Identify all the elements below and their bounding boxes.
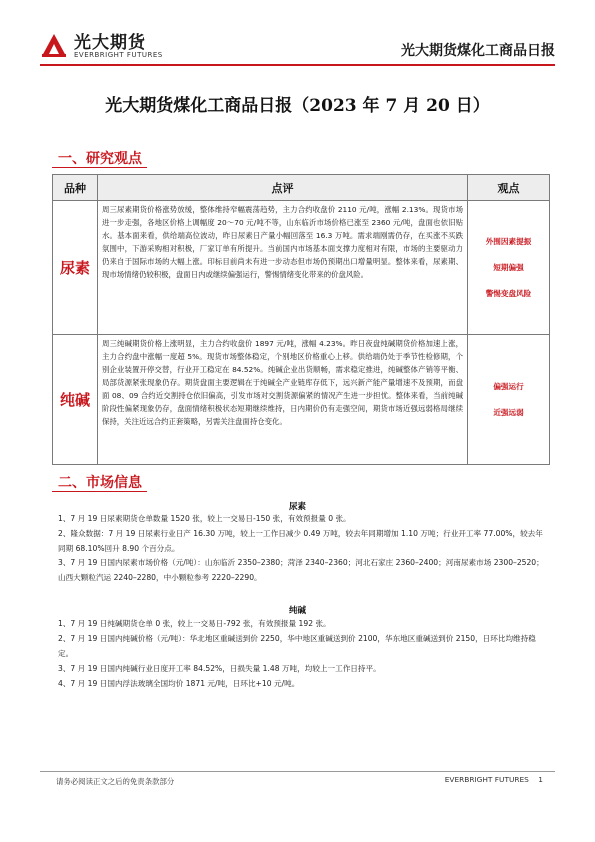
view-cell-urea bbox=[468, 201, 550, 335]
group-title-soda-ash: 纯碱 bbox=[288, 606, 306, 616]
column-header-comment: 点评 bbox=[98, 175, 468, 201]
section-heading-market: 二、市场信息 bbox=[58, 475, 142, 491]
kind-cell-urea: 尿素 bbox=[53, 201, 98, 335]
table-row bbox=[53, 335, 550, 465]
view-item: 外围因素提振 bbox=[485, 236, 532, 246]
brand-name-en: EVERBRIGHT FUTURES bbox=[74, 51, 163, 59]
footer-disclaimer: 请务必阅读正文之后的免责条款部分 bbox=[56, 777, 175, 786]
list-item: 2、7 月 19 日国内纯碱价格（元/吨）：华北地区重碱送到价 2250，华中地区重碱送到价 2100，华东地区重碱送到价 2150，日环比均维持稳定。 bbox=[58, 634, 536, 658]
table-row bbox=[53, 201, 550, 335]
everbright-logo-icon bbox=[40, 30, 68, 58]
document-title: 光大期货煤化工商品日报（2023 年 7 月 20 日） bbox=[105, 96, 490, 116]
footer-company: EVERBRIGHT FUTURES bbox=[444, 775, 529, 784]
section-underline bbox=[52, 491, 147, 492]
view-item: 短期偏强 bbox=[493, 262, 524, 272]
view-item: 偏强运行 bbox=[493, 381, 524, 391]
comment-cell-soda-ash: 周三纯碱期货价格上涨明显，主力合约收盘价 1897 元/吨，涨幅 4.23%。昨日夜盘纯碱期货价格加速上涨，主力合约盘中涨幅一度超 5%。现货市场整体稳定，个别地区价格重心上移。供给端仍处于季节性检修期，个别企业装置开停交替，行业开工稳定在 84.52%。纯碱企业出货顺畅，需求稳定推进，纯碱整体产销等平衡、局部货源紧张现象仍存。期货盘面主要逻辑在于纯碱全产业链库存低下，远兴新产能产量增速不及预期，而盘面 08、09 合约近交割持仓依旧偏高，引发市场对交割货源偏紧的情况产生进一步担忧。整体来看，当前纯碱阶段性偏紧现象仍存，盘面情绪积极状态短期继续维持，日内期价仍有走强空间，期货市场近强远弱格局继续保持，关注近远合约正套策略，另需关注盘面持仓变化。 bbox=[98, 335, 468, 465]
list-item: 3、7 月 19 日国内尿素市场价格（元/吨）：山东临沂 2350–2380；菏泽 2340–2360；河北石家庄 2360–2400；河南尿素市场 2300–2520；山西大颗粒汽运 2240–2280，中小颗粒参考 2220–2290。 bbox=[58, 558, 544, 582]
view-cell-soda-ash bbox=[468, 335, 550, 465]
view-item: 警惕变盘风险 bbox=[485, 288, 532, 298]
section-heading-research: 一、研究观点 bbox=[58, 151, 142, 167]
comment-cell-urea: 周三尿素期货价格涨势放缓，整体维持窄幅震荡趋势，主力合约收盘价 2110 元/吨，涨幅 2.13%。现货市场进一步走强，各地区价格上调幅度 20～70 元/吨不等，山东临沂市场价格已涨至 2360 元/吨，盘面也依旧贴水。基本面来看，供给端高位波动，昨日尿素日产量小幅回落至 16.3 万吨。需求端刚需仍存，在买涨不买跌氛围中，下游采购相对积极，厂家订单有所提升。当前国内市场基本面支撑力度相对有限，市场的主要驱动力仍来自于国际市场的大幅上涨。印标目前尚未有进一步动态但市场仍预期出口增量明显。整体来看，尿素期、现市场情绪仍较积极，盘面日内或继续偏强运行，警惕情绪变化带来的价盘风险。 bbox=[98, 201, 468, 335]
header-divider bbox=[40, 64, 555, 66]
kind-cell-soda-ash: 纯碱 bbox=[53, 335, 98, 465]
table-header-row bbox=[53, 175, 550, 201]
list-item: 1、7 月 19 日尿素期货仓单数量 1520 张，较上一交易日-150 张，有效预报量 0 张。 bbox=[58, 514, 351, 523]
header-report-name: 光大期货煤化工商品日报 bbox=[401, 43, 555, 59]
group-title-urea: 尿素 bbox=[288, 502, 306, 512]
list-item: 1、7 月 19 日纯碱期货仓单 0 张，较上一交易日-792 张，有效预报量 192 张。 bbox=[58, 619, 331, 628]
list-item: 3、7 月 19 日国内纯碱行业日度开工率 84.52%，日损失量 1.48 万吨，均较上一工作日持平。 bbox=[58, 664, 381, 673]
column-header-kind: 品种 bbox=[53, 175, 98, 201]
research-table bbox=[52, 174, 550, 465]
page-number: 1 bbox=[538, 775, 543, 784]
footer-divider bbox=[40, 771, 555, 772]
column-header-view: 观点 bbox=[468, 175, 550, 201]
section-underline bbox=[52, 167, 147, 168]
view-item: 近强远弱 bbox=[493, 407, 524, 417]
list-item: 4、7 月 19 日国内浮法玻璃全国均价 1871 元/吨，日环比+10 元/吨。 bbox=[58, 679, 300, 688]
footer-company-page bbox=[445, 775, 543, 784]
list-item: 2、隆众数据：7 月 19 日尿素行业日产 16.30 万吨，较上一工作日减少 0.49 万吨，较去年同期增加 1.10 万吨；行业开工率 77.00%，较去年同期 68.10%回升 8.90 个百分点。 bbox=[58, 529, 543, 553]
brand-name-cn: 光大期货 bbox=[74, 33, 146, 53]
